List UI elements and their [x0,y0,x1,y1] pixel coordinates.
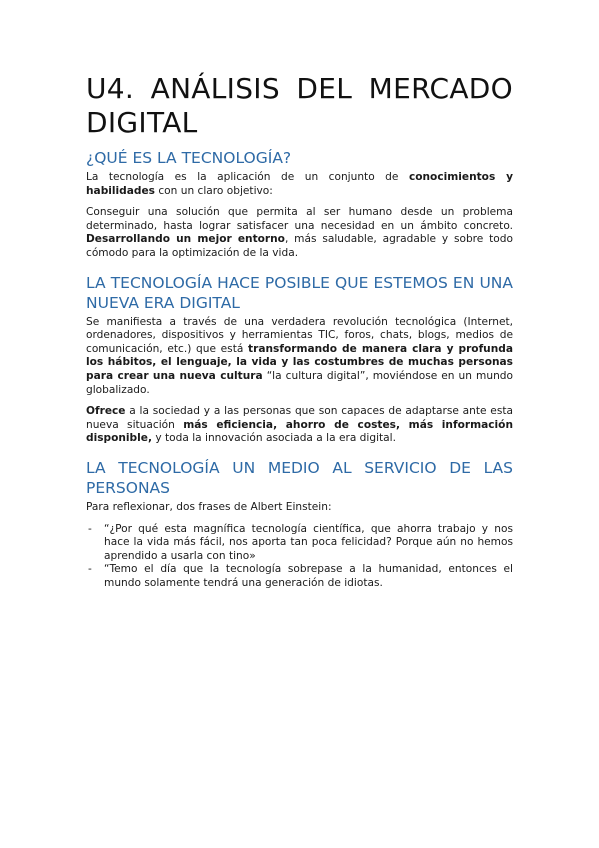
section3-intro: Para reflexionar, dos frases de Albert Einstein: [86,500,332,513]
dash-bullet: - [88,522,92,535]
section2-paragraph2 [86,405,513,446]
text-run: y toda la innovación asociada a la era digital. [151,432,396,445]
section1-paragraph1 [86,171,513,198]
text-run: , más saludable, agradable y sobre todo cómodo para la optimización de la vida. [86,233,513,259]
einstein-quotes-list [86,523,513,591]
text-run: con un claro objetivo: [154,184,273,197]
bold-text-run: Ofrece [86,405,126,418]
section-heading-nueva-era-digital: LA TECNOLOGÍA HACE POSIBLE QUE ESTEMOS EN UNA NUEVA ERA DIGITAL [86,273,513,312]
text-run: Conseguir una solución que permita al ser humano desde un problema determinado, hasta lograr satisfacer una necesidad en un ámbito concreto. [86,206,513,232]
section-heading-medio-al-servicio: LA TECNOLOGÍA UN MEDIO AL SERVICIO DE LAS PERSONAS [86,458,513,497]
list-item [86,563,513,590]
section-heading-que-es-la-tecnologia: ¿QUÉ ES LA TECNOLOGÍA? [86,149,292,167]
document-title-line1: U4. ANÁLISIS DEL MERCADO [86,72,513,105]
text-run: La tecnología es la aplicación de un conjunto de [86,171,409,183]
section1-paragraph2 [86,206,513,260]
list-item [86,523,513,564]
document-title-line2: DIGITAL [86,106,198,139]
text-run: a la sociedad y a las personas que son capaces de adaptarse ante esta nueva situación [86,405,513,431]
text-run: Se manifiesta a través de una verdadera revolución tecnológica (Internet, ordenadores, dispositivos y herramientas TIC, foros, chats, blogs, medios de comunicación, etc.) que está [86,315,513,355]
bold-text-run: más eficiencia, ahorro de costes, más información disponible, [86,418,514,445]
section2-paragraph1 [86,316,513,398]
bold-text-run: transformando de manera clara y profunda los hábitos, el lenguaje, la vida y las costumbres de muchas personas para crear una nueva cultura [86,342,513,382]
quote-text: “Temo el día que la tecnología sobrepase a la humanidad, entonces el mundo solamente tendrá una generación de idiotas. [104,563,513,589]
text-run: “la cultura digital”, moviéndose en un mundo globalizado. [86,369,513,396]
dash-bullet: - [88,563,92,576]
quote-text: “¿Por qué esta magnífica tecnología científica, que ahorra trabajo y nos hace la vida más fácil, nos aporta tan poca felicidad? Porque aún no hemos aprendido a usarla con tino» [104,522,513,562]
bold-text-run: conocimientos y habilidades [86,171,513,197]
bold-text-run: Desarrollando un mejor entorno [86,233,285,246]
